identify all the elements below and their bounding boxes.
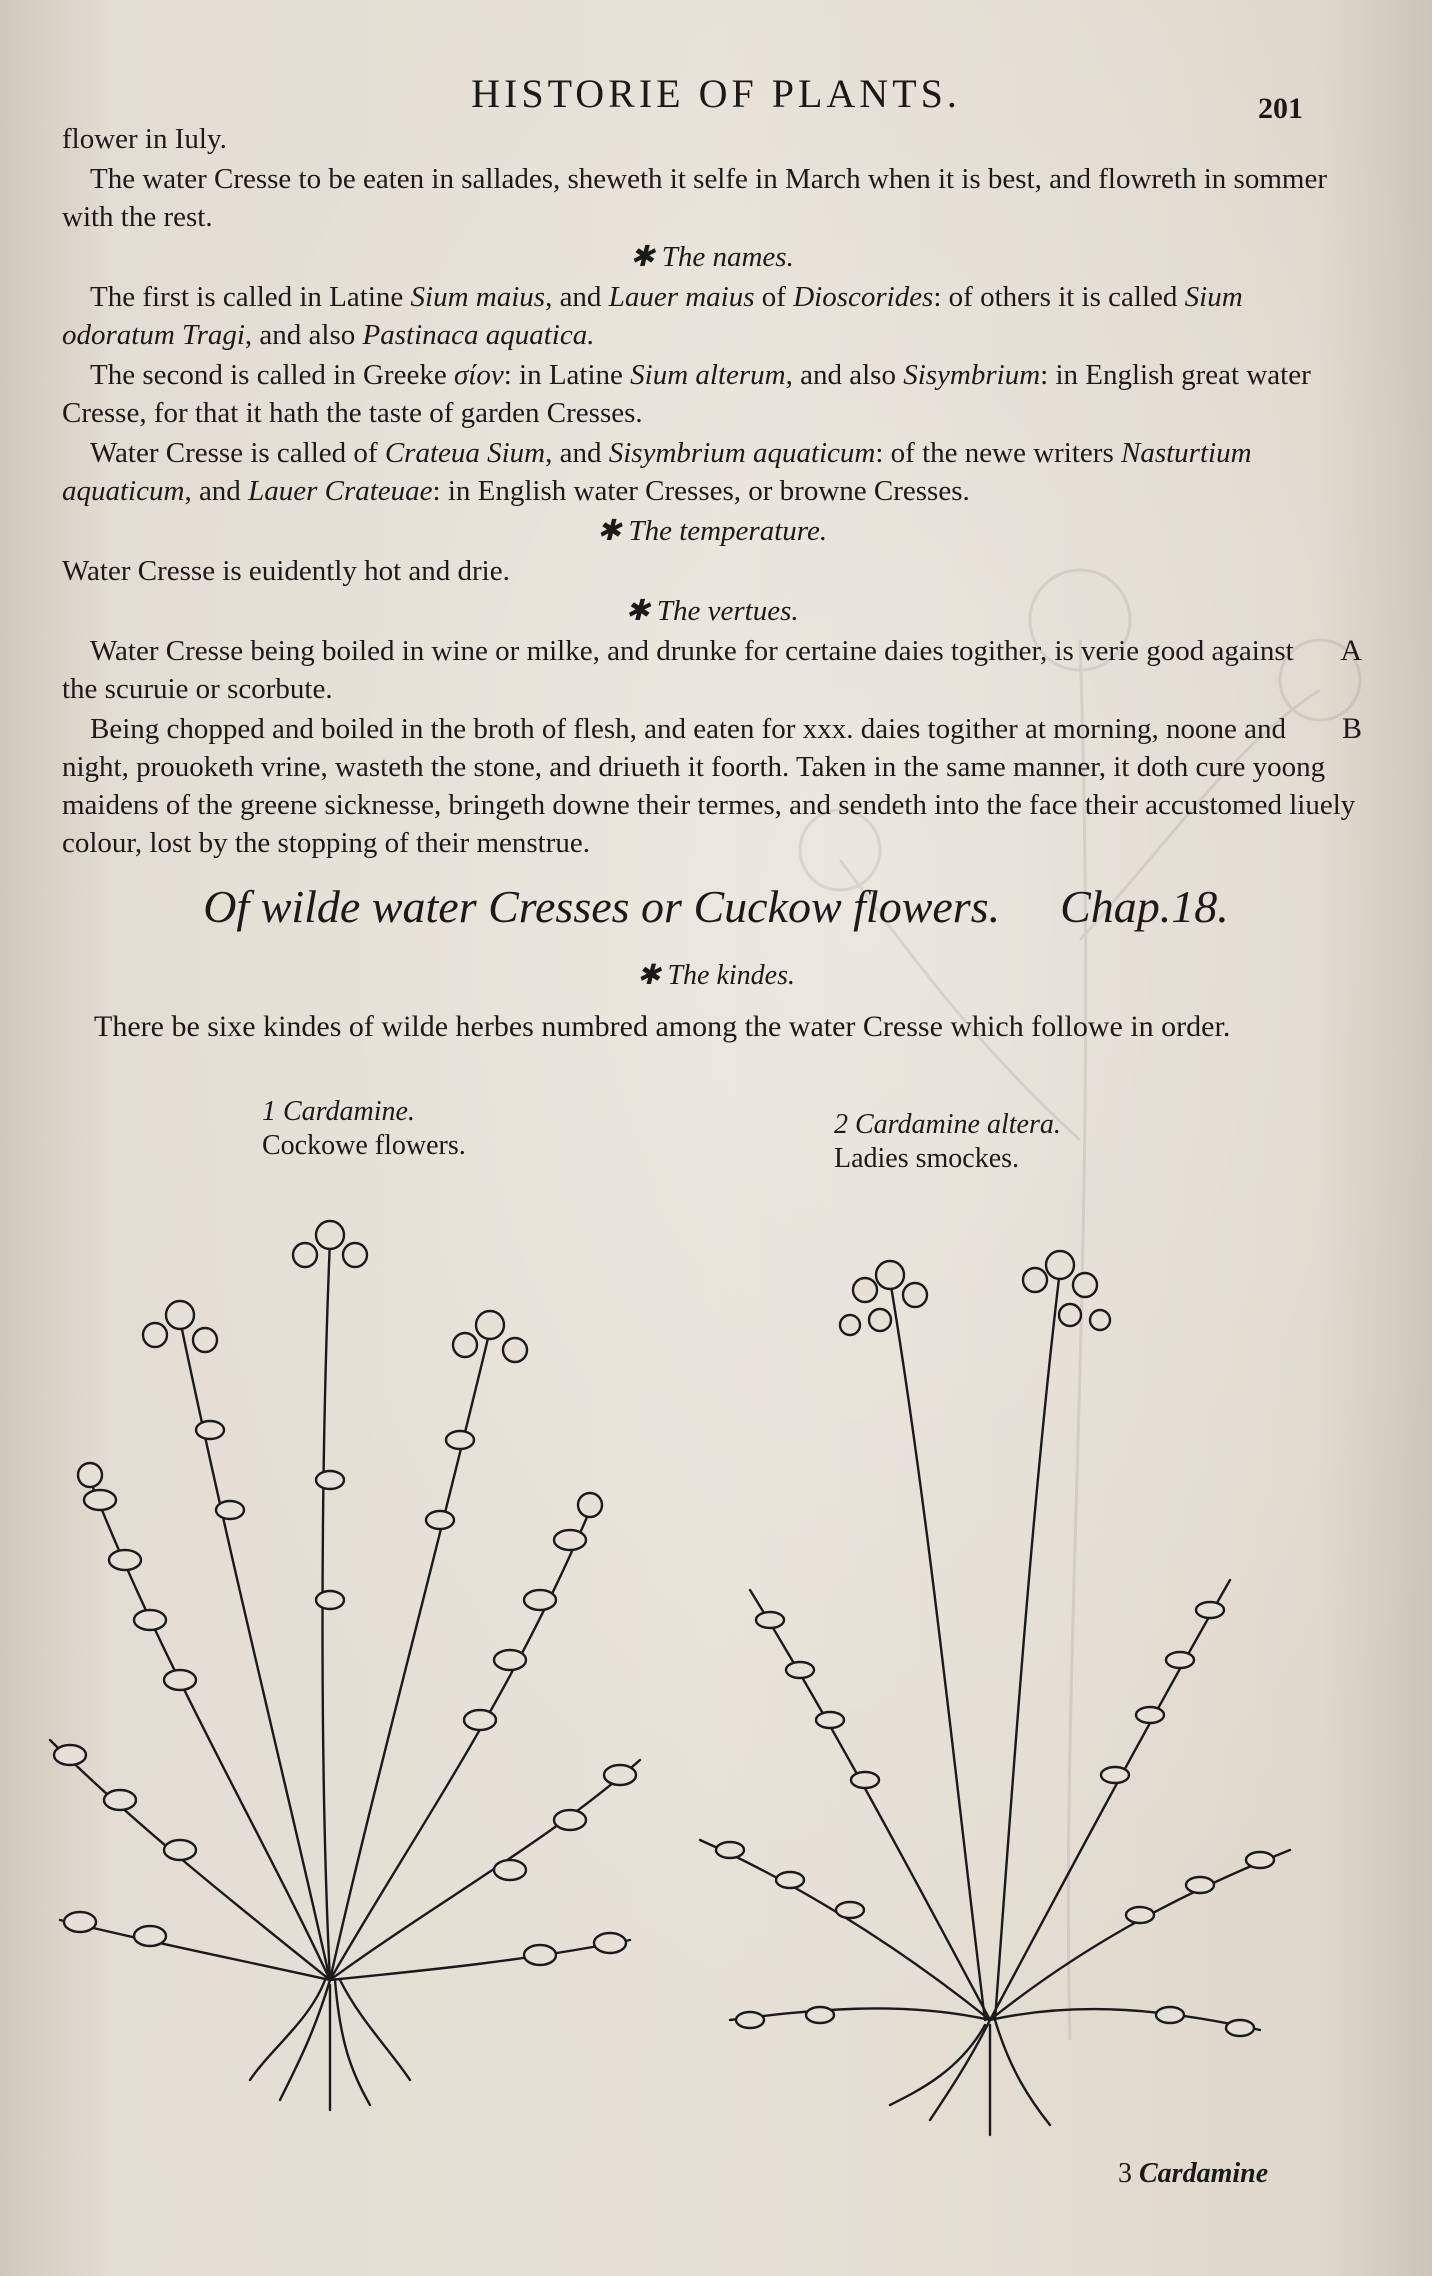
paragraph bbox=[62, 710, 1362, 862]
latin-term: Crateua Sium bbox=[384, 437, 546, 469]
text-run: Water Cresse being boiled in wine or milke, and drunke for certaine daies togither, is verie good against the scuruie or scorbute. bbox=[62, 635, 1294, 705]
text-run: , and bbox=[184, 475, 249, 507]
text-run: The second is called in Greeke bbox=[90, 359, 454, 391]
latin-term: Sium odoratum Tragi bbox=[62, 281, 1243, 351]
latin-term: Sisymbrium bbox=[903, 359, 1041, 391]
woodcut-cardamine-altera bbox=[690, 1220, 1310, 2140]
page-number: 201 bbox=[1258, 92, 1303, 125]
greek-term: σίον bbox=[453, 359, 504, 391]
paragraph bbox=[62, 632, 1362, 708]
figure-caption-2 bbox=[834, 1108, 1061, 1176]
text-run: , and bbox=[545, 437, 609, 469]
text-run: , and also bbox=[785, 359, 904, 391]
woodcut-cardamine bbox=[30, 1180, 670, 2120]
text-run: : of others it is called bbox=[933, 281, 1185, 313]
latin-term: Sium alterum bbox=[630, 359, 786, 391]
running-head: HISTORIE OF PLANTS. bbox=[471, 71, 961, 116]
chapter-heading bbox=[0, 880, 1432, 933]
text-run: , and also bbox=[244, 319, 363, 351]
catchword bbox=[1118, 2158, 1268, 2190]
text-run: , and bbox=[545, 281, 609, 313]
subheading-kindes: ✱ The kindes. bbox=[637, 960, 795, 991]
text-run: : in English water Cresses, or browne Cresses. bbox=[432, 475, 970, 507]
text-run: of bbox=[754, 281, 794, 313]
subheading-names: ✱ The names. bbox=[630, 241, 794, 273]
margin-letter: A bbox=[1340, 634, 1362, 667]
chapter-number: Chap.18. bbox=[1060, 881, 1229, 932]
catchword-text: Cardamine bbox=[1139, 2158, 1269, 2189]
latin-term: Sisymbrium aquaticum bbox=[608, 437, 876, 469]
intro-paragraph: There be sixe kindes of wilde herbes numbred among the water Cresse which followe in order. bbox=[94, 1010, 1231, 1043]
text-run: Water Cresse is called of bbox=[90, 437, 385, 469]
caption-english: Cockowe flowers. bbox=[262, 1130, 466, 1161]
paragraph: flower in Iuly. bbox=[62, 123, 227, 155]
text-run: Being chopped and boiled in the broth of flesh, and eaten for xxx. daies togither at morning, noone and night, prouoketh vrine, wasteth the stone, and driueth it foorth. Taken in the same manner, it doth cure yoong maidens of the greene sicknesse, bringeth downe their termes, and sendeth into the face their accustomed liuely colour, lost by the stopping of their menstrue. bbox=[62, 713, 1356, 859]
latin-term: Lauer maius bbox=[608, 281, 755, 313]
subheading-vertues: ✱ The vertues. bbox=[625, 595, 799, 627]
margin-letter: B bbox=[1341, 712, 1362, 745]
subheading-temperature: ✱ The temperature. bbox=[596, 515, 828, 547]
body-text bbox=[62, 120, 1362, 864]
latin-term: Dioscorides bbox=[793, 281, 934, 313]
text-run: : in Latine bbox=[503, 359, 631, 391]
paragraph bbox=[62, 356, 1362, 432]
paragraph: The water Cresse to be eaten in sallades, sheweth it selfe in March when it is best, and flowreth in sommer with the rest. bbox=[62, 163, 1327, 233]
caption-english: Ladies smockes. bbox=[834, 1143, 1020, 1174]
figure-caption-1 bbox=[262, 1095, 466, 1163]
paragraph: Water Cresse is euidently hot and drie. bbox=[62, 555, 510, 587]
caption-latin: 2 Cardamine altera. bbox=[834, 1109, 1061, 1140]
text-run: The first is called in Latine bbox=[90, 281, 411, 313]
latin-term: Pastinaca aquatica. bbox=[362, 319, 595, 351]
catchword-number: 3 bbox=[1118, 2158, 1132, 2189]
paragraph bbox=[62, 434, 1362, 510]
chapter-title: Of wilde water Cresses or Cuckow flowers. bbox=[203, 881, 1001, 932]
text-run: : of the newe writers bbox=[875, 437, 1121, 469]
latin-term: Nasturtium aquaticum bbox=[62, 437, 1252, 507]
text-run: : in English great water Cresse, for that it hath the taste of garden Cresses. bbox=[62, 359, 1311, 429]
caption-latin: 1 Cardamine. bbox=[262, 1096, 415, 1127]
paragraph bbox=[62, 278, 1362, 354]
latin-term: Sium maius bbox=[410, 281, 546, 313]
latin-term: Lauer Crateuae bbox=[248, 475, 433, 507]
